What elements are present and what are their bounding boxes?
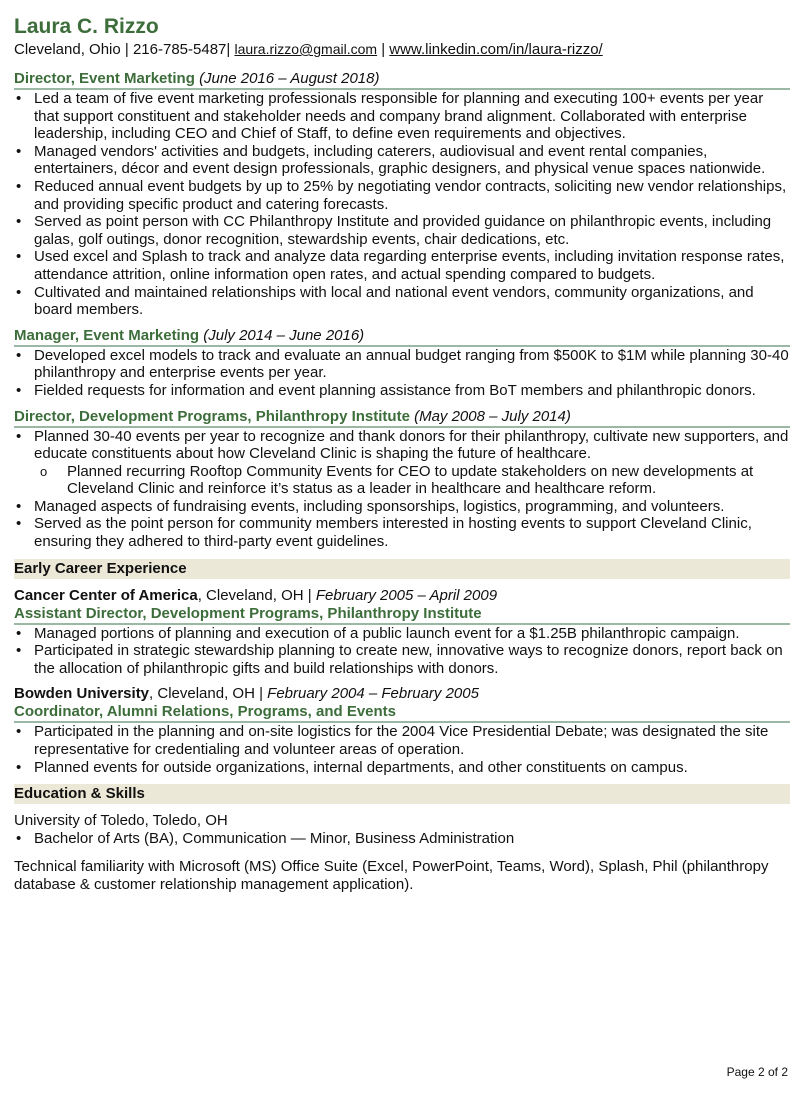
list-item: • Led a team of five event marketing professionals responsible for planning and executing 100+ events per year that support constituent and stakeholder needs and company brand alignment. Collaborated with enterprise leadership, including CEO and Chief of Staff, to define even requirements and objectives.: [14, 90, 790, 143]
sub-list-item: o Planned recurring Rooftop Community Events for CEO to update stakeholders on new developments at Cleveland Clinic and reinforce it’s status as a leader in healthcare and healthcare reform.: [14, 463, 790, 498]
list-item: • Reduced annual event budgets by up to 25% by negotiating vendor contracts, soliciting new vendor relationships, and providing specific product and catering forecasts.: [14, 178, 790, 213]
job-entry: [14, 408, 790, 551]
list-item: • Managed aspects of fundraising events, including sponsorships, logistics, programming, and volunteers.: [14, 498, 790, 516]
job-bullets: [14, 90, 790, 319]
early-entry: [14, 587, 790, 678]
org-dates: February 2005 – April 2009: [315, 586, 498, 604]
role-bullets: [14, 625, 790, 678]
job-dates: (June 2016 – August 2018): [199, 70, 380, 87]
list-item: • Used excel and Splash to track and analyze data regarding enterprise events, including invitation response rates, attendance attrition, online information open rates, and actual spending compared to budgets.: [14, 248, 790, 283]
org-name: Cancer Center of America: [14, 586, 198, 604]
list-item: [14, 428, 790, 463]
contact-line: [14, 39, 790, 60]
degree-list: [14, 830, 790, 848]
job-bullets: [14, 347, 790, 400]
list-item: • Managed portions of planning and execution of a public launch event for a $1.25B philanthropic campaign.: [14, 625, 790, 643]
skills-paragraph: Technical familiarity with Microsoft (MS) Office Suite (Excel, PowerPoint, Teams, Word), Splash, Phil (philanthropy database & customer relationship management application).: [14, 857, 769, 893]
job-dates: (May 2008 – July 2014): [414, 407, 571, 425]
email-link[interactable]: laura.rizzo@gmail.com: [234, 41, 378, 57]
list-item: • Managed vendors' activities and budgets, including caterers, audiovisual and event rental companies, entertainers, décor and event design professionals, graphic designers, and physical venue spaces nationwide.: [14, 143, 790, 178]
role-bullets: [14, 723, 790, 776]
org-location: , Cleveland, OH |: [197, 586, 316, 604]
job-title-text: Director, Development Programs, Philanthropy Institute: [14, 407, 410, 425]
job-dates: (July 2014 – June 2016): [203, 326, 365, 344]
org-dates: February 2004 – February 2005: [267, 685, 479, 703]
org-location: , Cleveland, OH |: [149, 685, 268, 703]
list-item: • Participated in strategic stewardship planning to create new, innovative ways to recognize donors, report back on the allocation of philanthropic gifts and build relationships with donors.: [14, 642, 790, 677]
job-entry: [14, 70, 790, 319]
list-item: • Participated in the planning and on-site logistics for the 2004 Vice Presidential Debate; was designated the site representative for credentialing and volunteer areas of operation.: [14, 723, 790, 758]
resume-page: [14, 14, 790, 894]
school-line: University of Toledo, Toledo, OH: [14, 812, 228, 830]
list-item: • Served as the point person for community members interested in hosting events to support Cleveland Clinic, ensuring they adhered to third-party event guidelines.: [14, 515, 790, 550]
list-item: • Bachelor of Arts (BA), Communication — Minor, Business Administration: [14, 830, 790, 848]
page-number: Page 2 of 2: [726, 1065, 788, 1079]
job-title: [14, 70, 790, 90]
org-line: [14, 685, 790, 703]
linkedin-link[interactable]: www.linkedin.com/in/laura-rizzo/: [389, 41, 603, 58]
job-bullets: [14, 498, 790, 551]
job-title-text: Director, Event Marketing: [14, 70, 195, 87]
role-title: Coordinator, Alumni Relations, Programs, and Events: [14, 703, 790, 723]
section-heading-early-career: Early Career Experience: [14, 559, 790, 579]
list-item: • Fielded requests for information and event planning assistance from BoT members and philanthropic donors.: [14, 382, 790, 400]
list-item: • Cultivated and maintained relationships with local and national event vendors, community organizations, and board members.: [14, 284, 790, 319]
section-heading-education: Education & Skills: [14, 784, 790, 804]
candidate-name: Laura C. Rizzo: [14, 15, 159, 38]
job-sub-bullets: [14, 463, 790, 498]
job-title: [14, 327, 790, 347]
early-entry: [14, 685, 790, 776]
contact-separator: |: [381, 41, 386, 58]
location-phone: Cleveland, Ohio | 216-785-5487|: [14, 41, 231, 58]
job-title: [14, 408, 790, 428]
job-bullets: [14, 428, 790, 463]
list-item: • Served as point person with CC Philanthropy Institute and provided guidance on philanthropic events, including galas, golf outings, donor recognition, stewardship events, chair dedications, etc.: [14, 213, 790, 248]
org-name: Bowden University: [14, 685, 150, 703]
job-title-text: Manager, Event Marketing: [14, 326, 200, 344]
role-title: Assistant Director, Development Programs, Philanthropy Institute: [14, 605, 790, 625]
org-line: [14, 587, 790, 605]
job-entry: [14, 327, 790, 400]
list-item: • Developed excel models to track and evaluate an annual budget ranging from $500K to $1M while planning 30-40 philanthropy and enterprise events per year.: [14, 347, 790, 382]
list-item: • Planned events for outside organizations, internal departments, and other constituents on campus.: [14, 759, 790, 777]
list-item-text: Planned 30-40 events per year to recognize and thank donors for their philanthropy, cultivate new supporters, and educate constituents about how Cleveland Clinic is shaping the future of healthcare.: [34, 427, 789, 463]
